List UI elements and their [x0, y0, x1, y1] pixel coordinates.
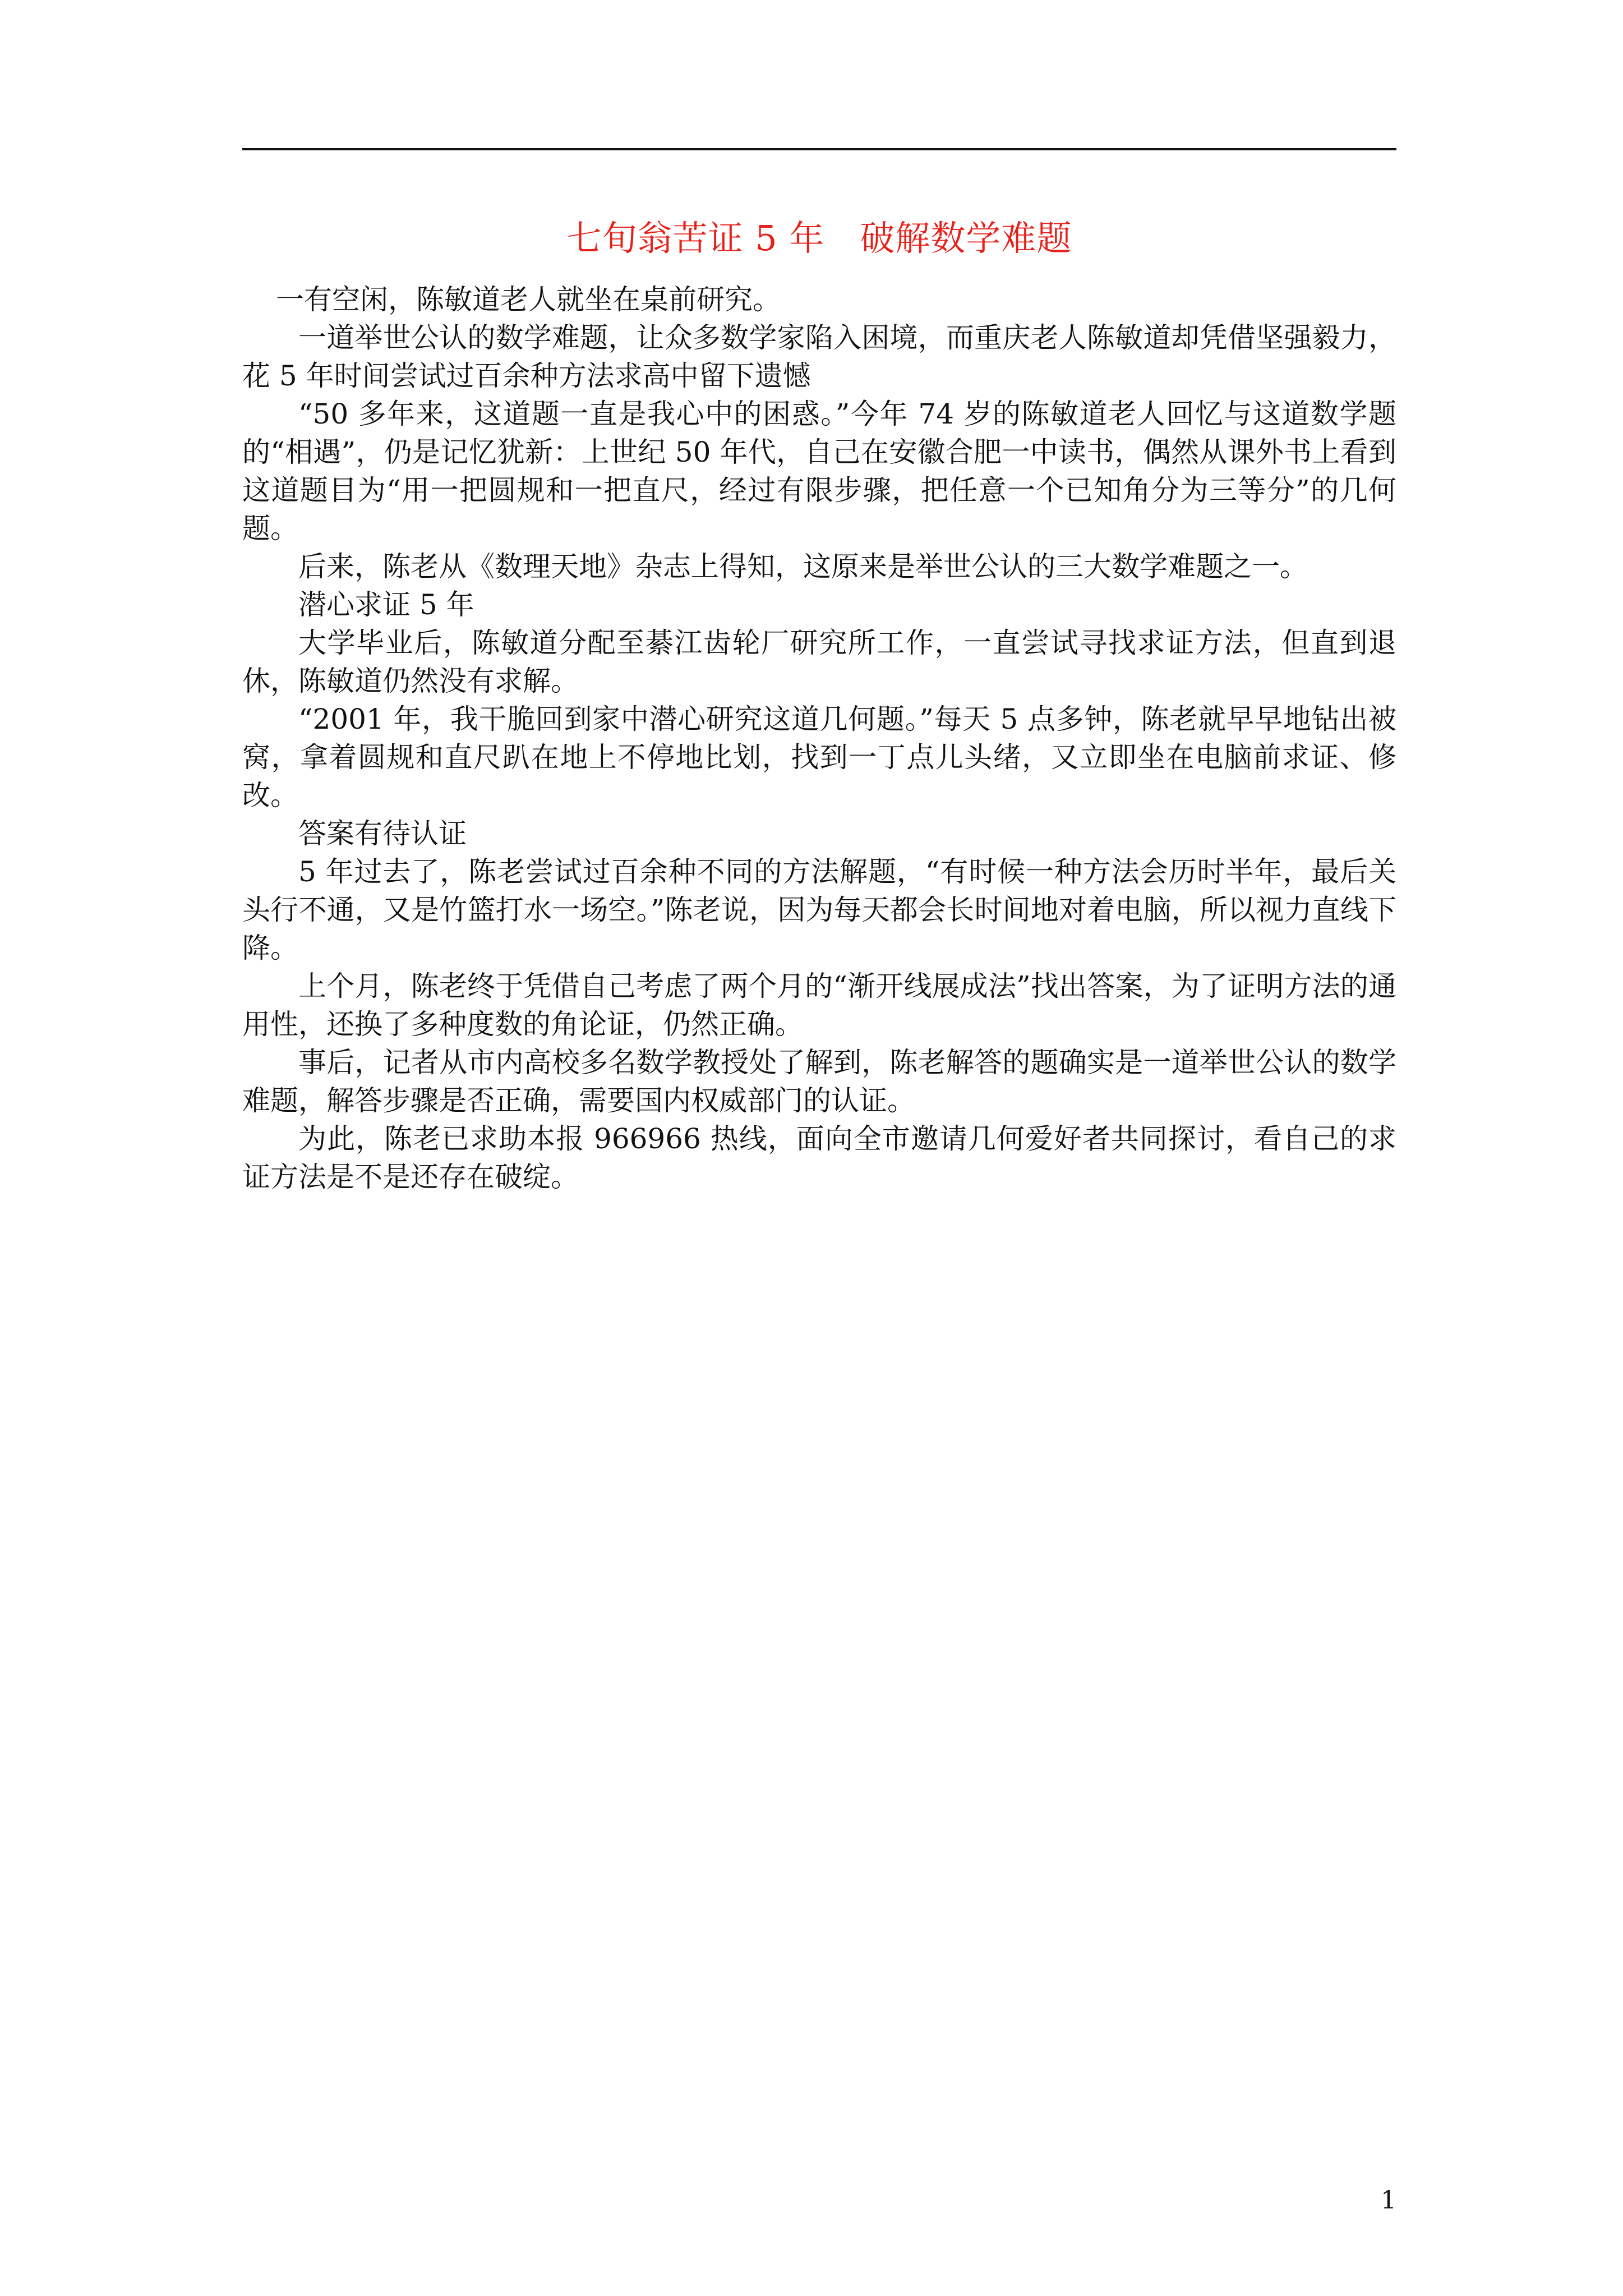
page-number: 1 [1381, 2186, 1396, 2215]
article-title: 七旬翁苦证 5 年 破解数学难题 [566, 218, 1072, 259]
section-heading-research: 潜心求证 5 年 [298, 588, 474, 621]
paragraph-12: 为此，陈老已求助本报 966966 热线，面向全市邀请几何爱好者共同探讨，看自己的求证方法是不是还存在破绽。 [242, 1122, 1396, 1193]
paragraph-9: 5 年过去了，陈老尝试过百余种不同的方法解题，“有时候一种方法会历时半年，最后关头行不通，又是竹篮打水一场空。”陈老说，因为每天都会长时间地对着电脑，所以视力直线下降。 [242, 855, 1396, 964]
paragraph-7: “2001 年，我干脆回到家中潜心研究这道几何题。”每天 5 点多钟，陈老就早早地钻出被窝，拿着圆规和直尺趴在地上不停地比划，找到一丁点儿头绪，又立即坐在电脑前求证、修改。 [242, 703, 1396, 812]
paragraph-4: 后来，陈老从《数理天地》杂志上得知，这原来是举世公认的三大数学难题之一。 [298, 550, 1308, 583]
paragraph-3: “50 多年来，这道题一直是我心中的困惑。”今年 74 岁的陈敏道老人回忆与这道数学题的“相遇”，仍是记忆犹新：上世纪 50 年代，自己在安徽合肥一中读书，偶然从课外书上看到这道题目为“用一把圆规和一把直尺，经过有限步骤，把任意一个已知角分为三等分”的几何题。 [242, 398, 1396, 545]
article-body [242, 280, 1396, 1196]
section-heading-verification: 答案有待认证 [298, 817, 467, 850]
paragraph-10: 上个月，陈老终于凭借自己考虑了两个月的“渐开线展成法”找出答案，为了证明方法的通用性，还换了多种度数的角论证，仍然正确。 [242, 970, 1396, 1041]
paragraph-2: 一道举世公认的数学难题，让众多数学家陷入困境，而重庆老人陈敏道却凭借坚强毅力，花 5 年时间尝试过百余种方法求高中留下遗憾 [242, 321, 1396, 392]
header-rule [242, 148, 1396, 150]
paragraph-1: 一有空闲，陈敏道老人就坐在桌前研究。 [276, 283, 781, 316]
paragraph-6: 大学毕业后，陈敏道分配至綦江齿轮厂研究所工作，一直尝试寻找求证方法，但直到退休，陈敏道仍然没有求解。 [242, 627, 1396, 697]
paragraph-11: 事后，记者从市内高校多名数学教授处了解到，陈老解答的题确实是一道举世公认的数学难题，解答步骤是否正确，需要国内权威部门的认证。 [242, 1046, 1396, 1117]
